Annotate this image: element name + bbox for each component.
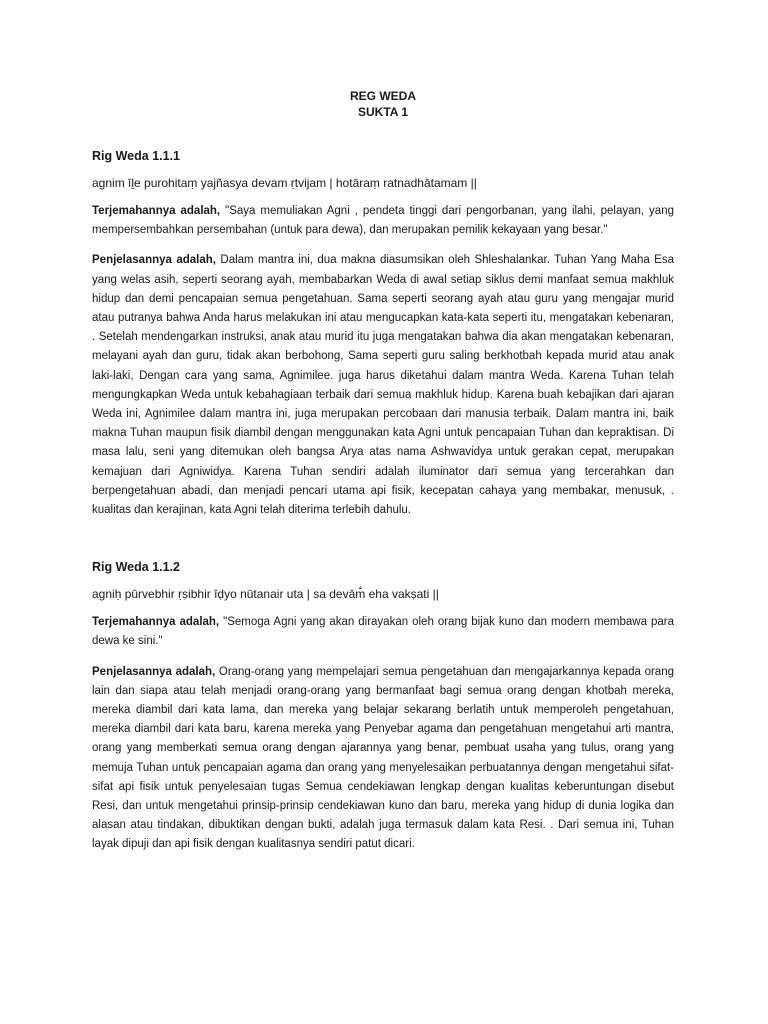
translation-paragraph <box>92 202 674 240</box>
sanskrit-verse: agniḥ pūrvebhir ṛṣibhir īḍyo nūtanair uta | sa devām̐ eha vakṣati || <box>92 587 439 602</box>
explanation-lead: Penjelasannya adalah, <box>92 665 216 678</box>
translation-text: "Saya memuliakan Agni , pendeta tinggi dari pengorbanan, yang ilahi, pelayan, yang mempersembahkan persembahan (untuk para dewa), dan merupakan pemilik kekayaan yang besar." <box>92 205 674 237</box>
section-verse-2 <box>92 559 674 854</box>
explanation-text: Dalam mantra ini, dua makna diasumsikan oleh Shleshalankar. Tuhan Yang Maha Esa yang welas asih, seperti seorang ayah, membabarkan Weda di awal setiap siklus demi manfaat semua makhluk hidup dan demi pencapaian semua pengetahuan. Sama seperti seorang ayah atau guru yang mengajar murid atau putranya bahwa Anda harus melakukan ini atau mengucapkan kata-kata seperti itu, mengatakan kebenaran, . Setelah mendengarkan instruksi, anak atau murid itu juga mengatakan bahwa dia akan mengatakan kebenaran, melayani ayah dan guru, tidak akan berbohong, Sama seperti guru saling berkhotbah kepada murid atau anak laki-laki, Dengan cara yang sama, Agnimilee. juga harus diketahui dalam mantra Weda. Karena Tuhan telah mengungkapkan Weda untuk kebahagiaan terbaik dari semua makhluk hidup. Karena buah kebajikan dari ajaran Weda ini, Agnimilee dalam mantra ini, juga merupakan percobaan dari manusia terbaik. Dalam mantra ini, baik makna Tuhan maupun fisik diambil dengan menggunakan kata Agni untuk pencapaian Tuhan dan kepraktisan. Di masa lalu, seni yang ditemukan oleh bangsa Arya atas nama Ashwavidya untuk gerakan cepat, merupakan kemajuan dari Agniwidya. Karena Tuhan sendiri adalah iluminator dari semua yang tercerahkan dan berpengetahuan abadi, dan menjadi pencari utama api fisik, kecepatan cahaya yang membakar, menusuk, . kualitas dan kerajinan, kata Agni telah diterima terlebih dahulu. <box>92 254 674 517</box>
explanation-lead: Penjelasannya adalah, <box>92 254 216 267</box>
explanation-paragraph <box>92 251 674 520</box>
section-heading: Rig Weda 1.1.2 <box>92 560 180 575</box>
section-heading: Rig Weda 1.1.1 <box>92 149 180 163</box>
translation-lead: Terjemahannya adalah, <box>92 616 220 629</box>
translation-paragraph <box>92 613 674 651</box>
translation-text: "Semoga Agni yang akan dirayakan oleh orang bijak kuno dan modern membawa para dewa ke sini." <box>92 616 675 648</box>
explanation-text: Orang-orang yang mempelajari semua pengetahuan dan mengajarkannya kepada orang lain dan siapa atau telah menjadi orang-orang yang bermanfaat bagi semua orang dengan khotbah mereka, mereka diambil dari kata lama, dan mereka yang belajar sekarang berlatih untuk memperoleh pengetahuan, mereka diambil dari kata baru, karena mereka yang Penyebar agama dan pengetahuan mengetahui arti mantra, orang yang memberkati semua orang dengan ajarannya yang benar, pembuat usaha yang tulus, orang yang memuja Tuhan untuk pencapaian agama dan orang yang menyelesaikan perbuatannya dengan mengetahui sifat-sifat api fisik untuk penyelesaian tugas Semua cendekiawan lengkap dengan kualitas keberuntungan disebut Resi, dan untuk mengetahui prinsip-prinsip cendekiawan kuno dan baru, mereka yang hidup di dunia logika dan alasan atau tindakan, dibuktikan dengan bukti, adalah juga termasuk dalam kata Resi. . Dari semua ini, Tuhan layak dipuji dan api fisik dengan kualitasnya sendiri patut dicari. <box>92 665 674 851</box>
sanskrit-verse: agnim īḻe purohitaṃ yajñasya devam ṛtvijam | hotāraṃ ratnadhātamam || <box>92 176 477 190</box>
explanation-paragraph <box>92 663 674 855</box>
translation-lead: Terjemahannya adalah, <box>92 205 221 217</box>
document-page <box>92 88 674 866</box>
document-subtitle: SUKTA 1 <box>357 105 408 119</box>
document-title: REG WEDA <box>350 89 416 103</box>
section-verse-1 <box>92 148 674 520</box>
